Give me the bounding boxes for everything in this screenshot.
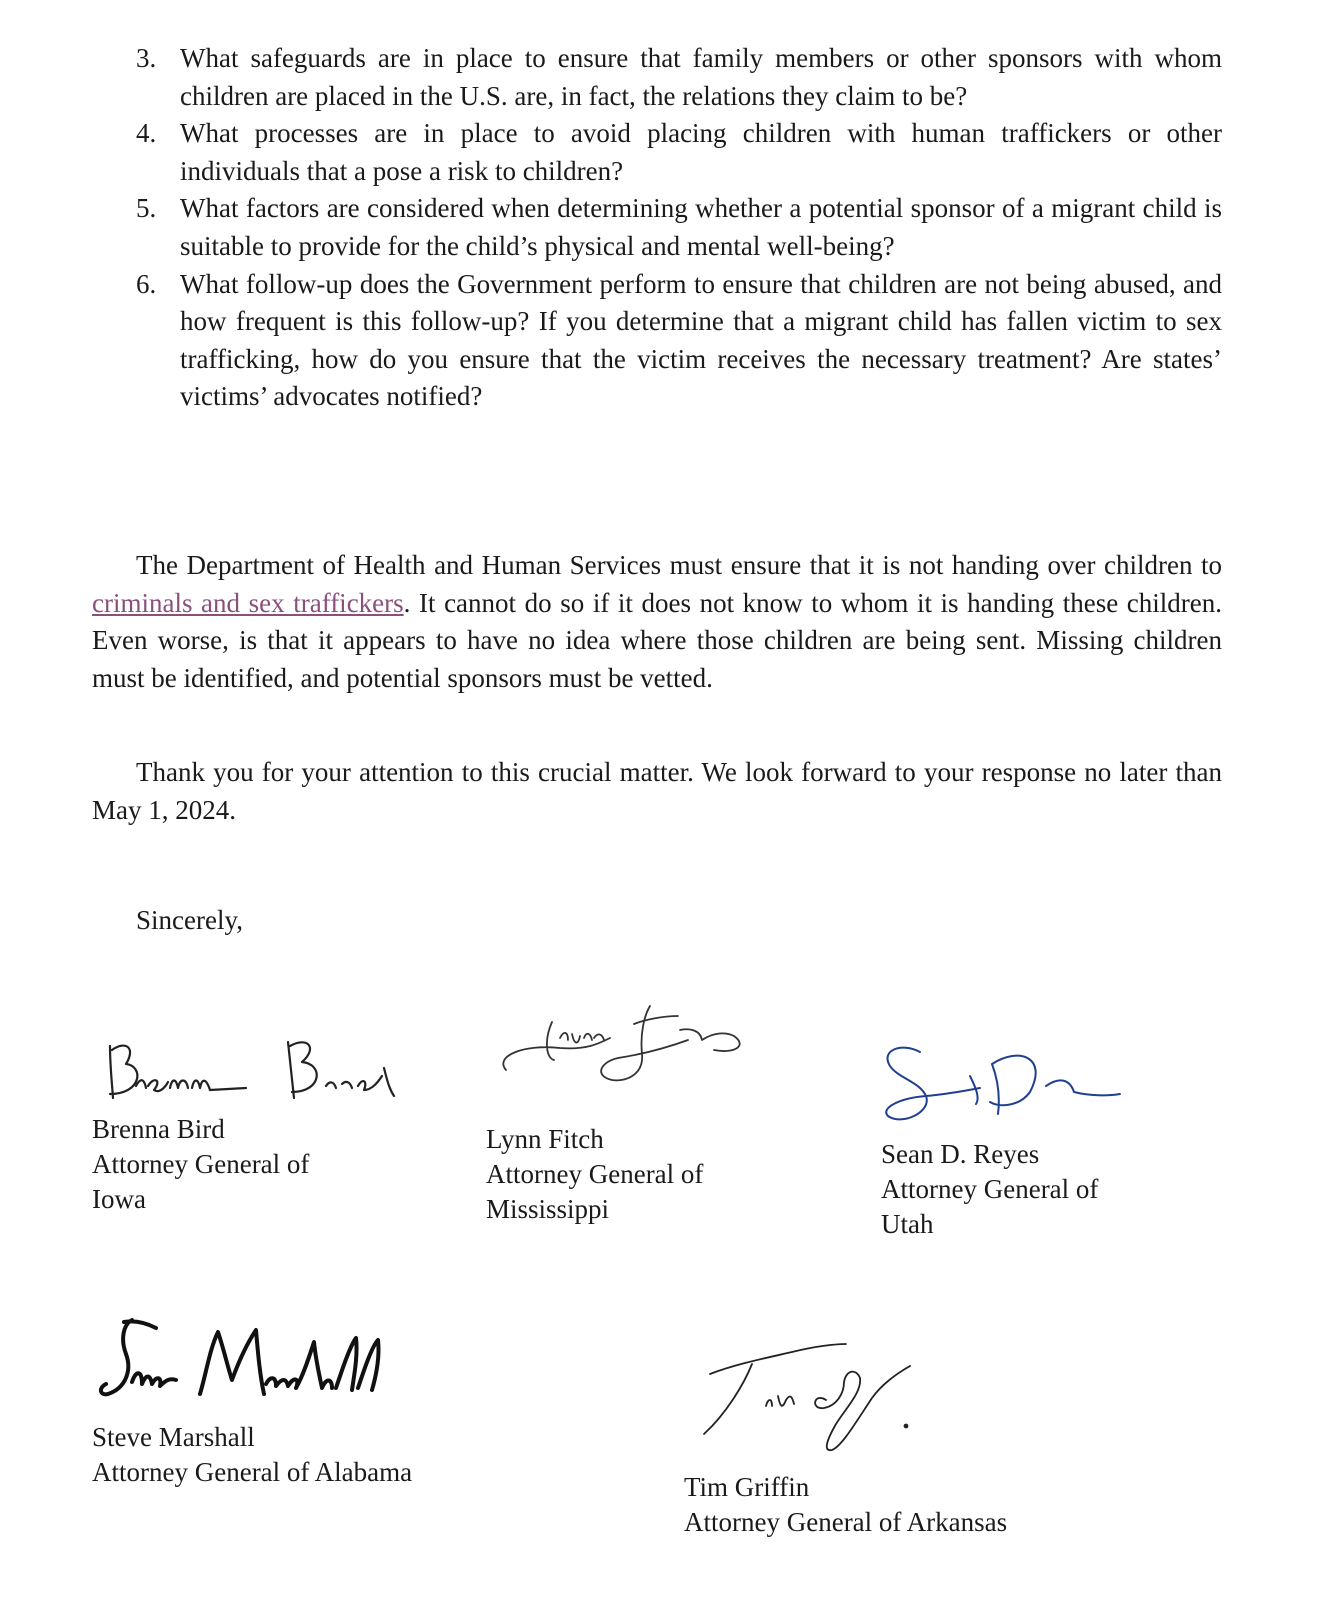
signatory-title: Attorney General of	[486, 1159, 704, 1189]
signatory-block	[881, 1137, 1098, 1242]
signatory-title: Attorney General of	[881, 1174, 1099, 1204]
signature-sean-reyes	[880, 1036, 1130, 1132]
list-item-number: 3.	[136, 43, 157, 73]
signatory-name: Brenna Bird	[92, 1114, 225, 1144]
signatory-name: Steve Marshall	[92, 1422, 255, 1452]
signatory-block	[486, 1122, 703, 1227]
signatory-name: Sean D. Reyes	[881, 1139, 1040, 1169]
list-item	[92, 40, 1222, 115]
signatory-block	[684, 1470, 1007, 1540]
list-item	[92, 115, 1222, 190]
body-paragraph	[92, 547, 1222, 697]
list-item-text: What processes are in place to avoid placing children with human traffickers or other individuals that a pose a risk to children?	[180, 118, 1222, 186]
criminals-link[interactable]: criminals and sex traffickers	[92, 587, 404, 618]
signatory-block	[92, 1112, 309, 1217]
signatory-state: Iowa	[92, 1184, 146, 1214]
signatory-title: Attorney General of Alabama	[92, 1457, 413, 1487]
list-item-text: What safeguards are in place to ensure that family members or other sponsors with whom children are placed in the U.S. are, in fact, the relations they claim to be?	[180, 43, 1222, 111]
signature-brenna-bird	[96, 1028, 406, 1108]
signature-lynn-fitch	[494, 1000, 754, 1092]
questions-list	[92, 40, 1222, 416]
list-item	[92, 190, 1222, 265]
closing-salutation: Sincerely,	[136, 905, 243, 935]
list-item	[92, 266, 1222, 416]
signatory-title: Attorney General of	[92, 1149, 310, 1179]
signature-tim-griffin	[696, 1334, 936, 1464]
signatory-name: Lynn Fitch	[486, 1124, 604, 1154]
list-item-number: 6.	[136, 268, 157, 299]
paragraph-text: . It cannot do so if it does not know to whom it is handing these children. Even worse, is that it appears to have no idea where those children are being sent. Missing children must be identified, and potential sponsors must be vetted.	[92, 587, 1222, 693]
list-item-text: What follow-up does the Government perform to ensure that children are not being abused, and how frequent is this follow-up? If you determine that a migrant child has fallen victim to sex trafficking, how do you ensure that the victim receives the necessary treatment? Are states’ victims’ advocates notified?	[180, 268, 1222, 412]
signatory-block	[92, 1420, 412, 1490]
signature-steve-marshall	[96, 1314, 386, 1408]
list-item-number: 5.	[136, 193, 157, 224]
signatory-name: Tim Griffin	[684, 1472, 810, 1502]
list-item-text: What factors are considered when determining whether a potential sponsor of a migrant child is suitable to provide for the child’s physical and mental well-being?	[180, 193, 1222, 261]
signatory-state: Utah	[881, 1209, 934, 1239]
list-item-number: 4.	[136, 118, 157, 149]
signatory-state: Mississippi	[486, 1194, 610, 1224]
closing-paragraph: Thank you for your attention to this crucial matter. We look forward to your response no later than May 1, 2024.	[92, 757, 1222, 825]
paragraph-text: The Department of Health and Human Services must ensure that it is not handing over children to	[136, 550, 1222, 580]
signatory-title: Attorney General of Arkansas	[684, 1507, 1008, 1537]
